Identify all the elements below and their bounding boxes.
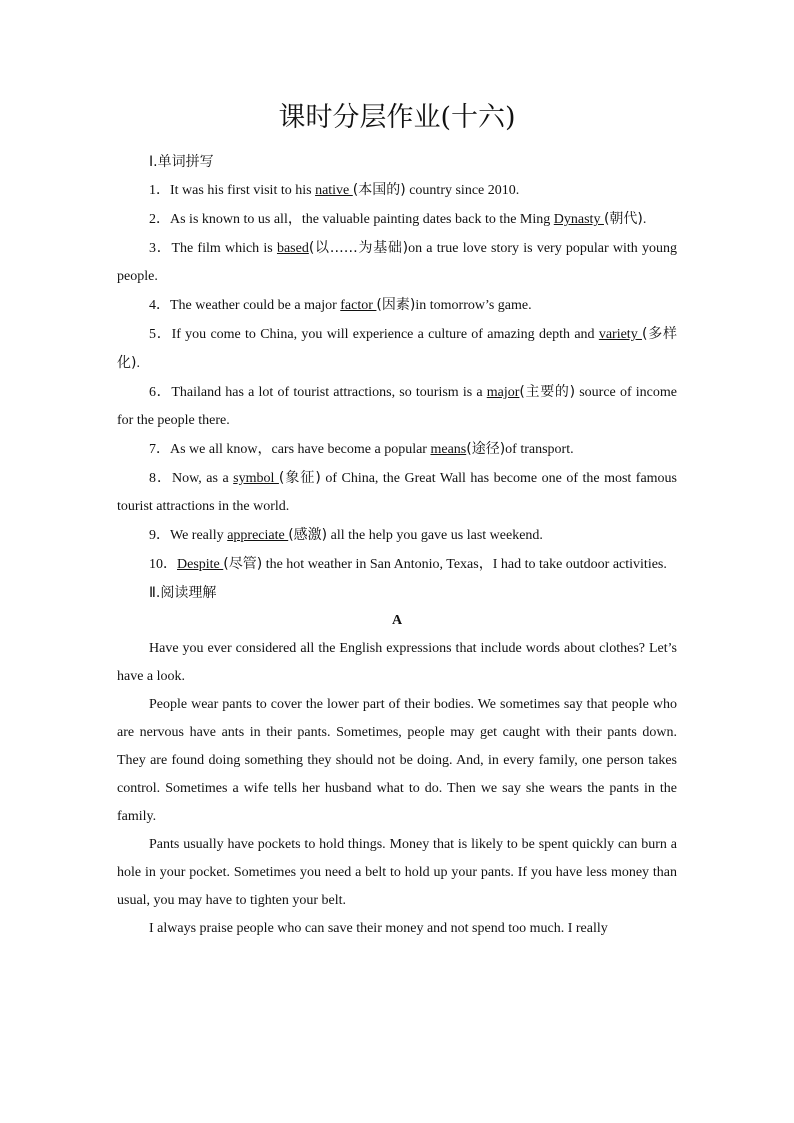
passage-label: A: [391, 613, 403, 628]
answer-word: major: [486, 385, 520, 400]
answer-word: symbol: [233, 471, 279, 486]
answer-word: based: [276, 241, 309, 256]
item-number: 3．: [149, 241, 172, 256]
spelling-item: [117, 464, 677, 521]
paragraph: Pants usually have pockets to hold things. Money that is likely to be spent quickly can burn a hole in your pocket. Sometimes you need a belt to hold up your pants. If you have less money than usual, you may have to tighten your belt.: [117, 837, 677, 908]
chinese-hint: (象征): [278, 470, 321, 486]
item-number: 2．: [149, 212, 170, 227]
paragraph: People wear pants to cover the lower part of their bodies. We sometimes say that people who are nervous have ants in their pants. Sometimes, people may get caught with their pants down. They are found doing something they should not be doing. And, in every family, one person takes control. Sometimes a wife tells her husband what to do. Then we say she wears the pants in the family.: [117, 697, 677, 824]
page-title: 课时分层作业(十六): [278, 102, 516, 133]
item-number: 5．: [149, 327, 172, 342]
chinese-hint: (因素): [376, 297, 416, 313]
item-number: 8．: [149, 471, 172, 486]
chinese-hint: (以……为基础): [308, 240, 409, 256]
item-text: of transport.: [505, 442, 574, 457]
spelling-items: [117, 176, 677, 579]
item-text: As is known to us all，the valuable painting dates back to the Ming: [170, 212, 554, 227]
spelling-item: [117, 234, 677, 291]
answer-word: appreciate: [227, 528, 289, 543]
answer-word: means: [430, 442, 467, 457]
item-text: country since 2010.: [405, 183, 520, 198]
item-text: the hot weather in San Antonio, Texas，I had to take outdoor activities.: [262, 557, 667, 572]
item-number: 9．: [149, 528, 170, 543]
item-text: If you come to China, you will experience a culture of amazing depth and: [171, 327, 599, 342]
spelling-item: [117, 291, 677, 320]
answer-word: Dynasty: [553, 212, 604, 227]
chinese-hint: (朝代): [603, 211, 643, 227]
item-text: Now, as a: [172, 471, 234, 486]
chinese-hint: (多样化): [117, 326, 678, 371]
paragraph: Have you ever considered all the English expressions that include words about clothes? Let’s have a look.: [117, 641, 677, 684]
spelling-item: [117, 435, 677, 464]
paragraph: I always praise people who can save their money and not spend too much. I really: [149, 921, 608, 936]
chinese-hint: (途径): [466, 441, 506, 457]
item-text: As we all know，cars have become a popular: [170, 442, 431, 457]
item-text: The weather could be a major: [170, 298, 341, 313]
item-text: source of income for the people there.: [117, 385, 677, 428]
item-text: It was his first visit to his: [170, 183, 316, 198]
spelling-item: [117, 521, 677, 550]
item-number: 6．: [149, 385, 172, 400]
chinese-hint: (感激): [288, 527, 328, 543]
answer-word: factor: [340, 298, 377, 313]
spelling-item: [117, 205, 677, 234]
spelling-item: [117, 550, 677, 579]
item-text: The film which is: [171, 241, 277, 256]
spelling-item: [117, 176, 677, 205]
chinese-hint: (主要的): [519, 384, 576, 400]
item-text: Thailand has a lot of tourist attractions, so tourism is a: [171, 385, 487, 400]
item-text: all the help you gave us last weekend.: [327, 528, 543, 543]
item-number: 1．: [149, 183, 170, 198]
spelling-item: [117, 320, 677, 378]
item-text: .: [136, 356, 140, 371]
item-text: on a true love story is very popular with young people.: [117, 241, 678, 284]
item-number: 4．: [149, 298, 170, 313]
chinese-hint: (本国的): [352, 182, 406, 198]
item-text: in tomorrow’s game.: [415, 298, 532, 313]
answer-word: Despite: [177, 557, 224, 572]
item-text: of China, the Great Wall has become one of the most famous tourist attractions in the world.: [117, 471, 678, 514]
section-heading-spelling: Ⅰ.单词拼写: [149, 154, 214, 170]
spelling-item: [117, 378, 677, 435]
answer-word: variety: [598, 327, 642, 342]
section-heading-reading: Ⅱ.阅读理解: [149, 585, 217, 601]
item-number: 7．: [149, 442, 170, 457]
item-number: 10．: [149, 557, 177, 572]
item-text: We really: [170, 528, 228, 543]
item-text: .: [642, 212, 647, 227]
document-page: [117, 96, 677, 943]
answer-word: native: [315, 183, 353, 198]
chinese-hint: (尽管): [223, 556, 263, 572]
